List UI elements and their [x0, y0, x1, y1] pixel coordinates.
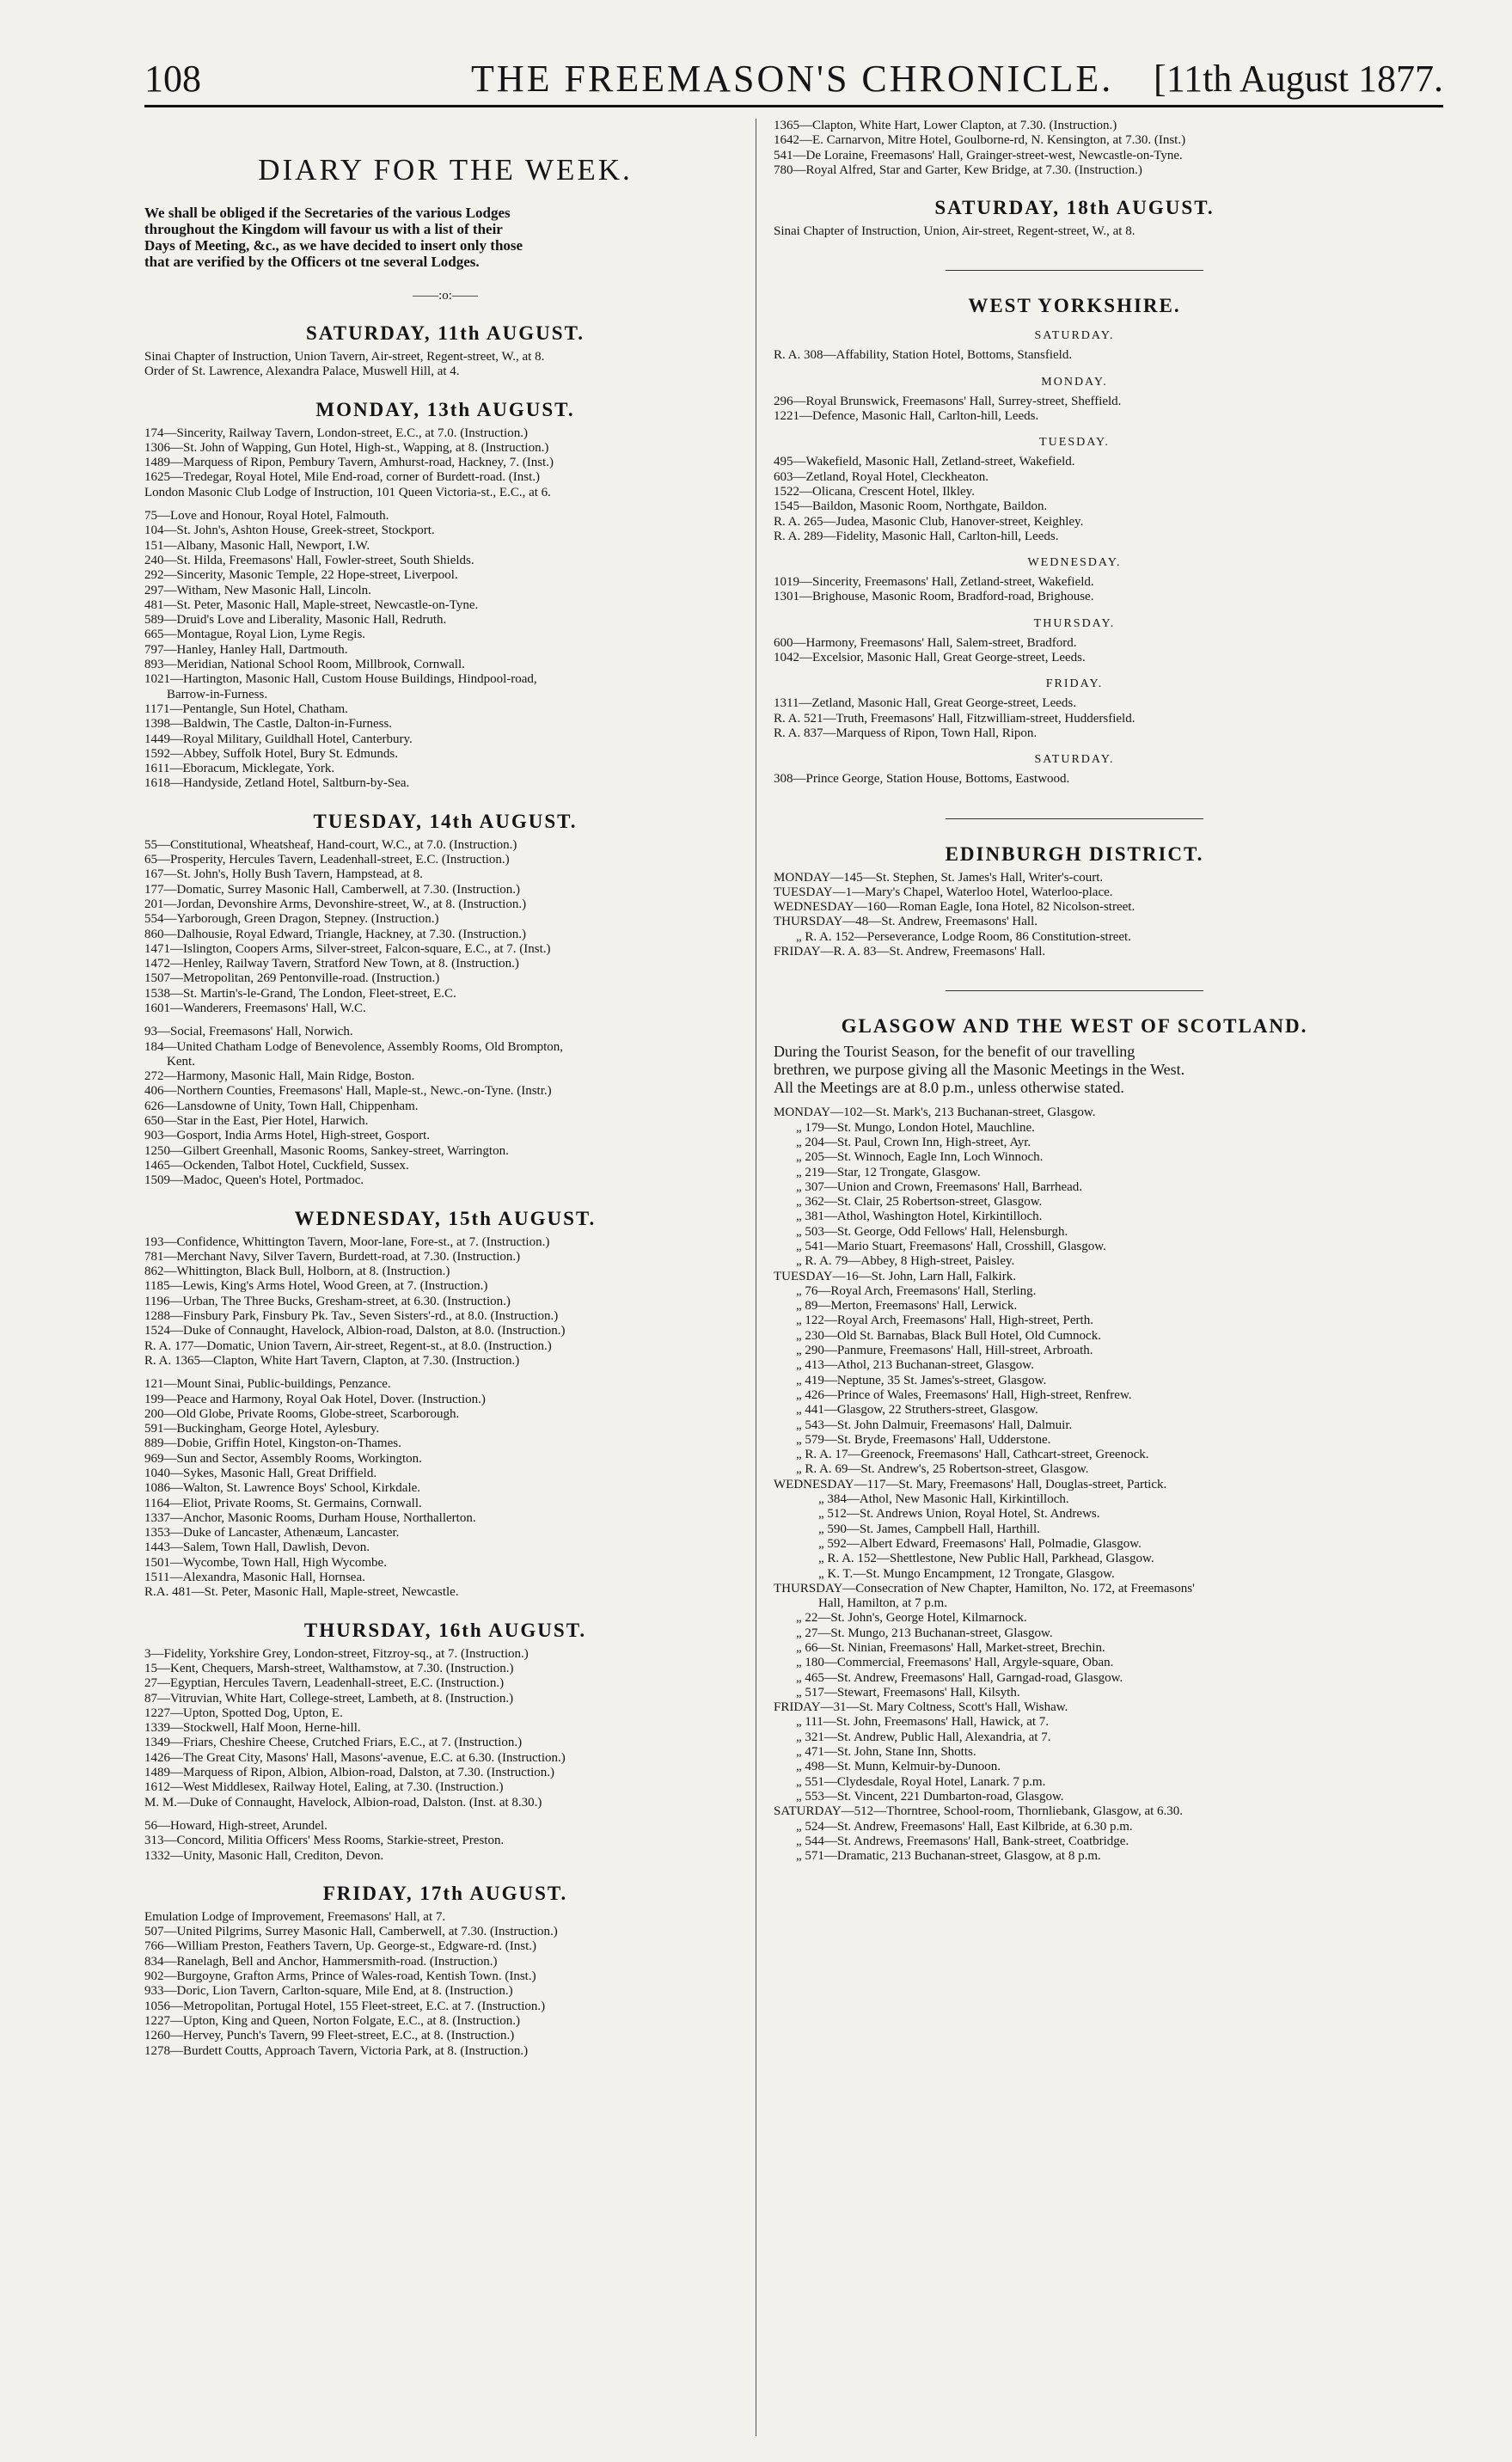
- lodge-entry: 151—Albany, Masonic Hall, Newport, I.W.: [144, 538, 370, 553]
- lodge-entry: 1278—Burdett Coutts, Approach Tavern, Victoria Park, at 8. (Instruction.): [144, 2043, 529, 2058]
- lodge-entry: 591—Buckingham, George Hotel, Aylesbury.: [144, 1422, 380, 1436]
- lodge-entry: 193—Confidence, Whittington Tavern, Moor-lane, Fore-st., at 7. (Instruction.): [144, 1234, 550, 1249]
- lodge-entry: 1538—St. Martin's-le-Grand, The London, Fleet-street, E.C.: [144, 986, 456, 1001]
- lodge-entry: 1353—Duke of Lancaster, Athenæum, Lancaster.: [144, 1526, 400, 1540]
- lodge-entry: 1471—Islington, Coopers Arms, Silver-street, Falcon-square, E.C., at 7. (Inst.): [144, 941, 551, 956]
- lodge-entry: MONDAY—102—St. Mark's, 213 Buchanan-street, Glasgow.: [774, 1105, 1096, 1120]
- lodge-entry: 1545—Baildon, Masonic Room, Northgate, Baildon.: [774, 499, 1048, 514]
- notice-line: We shall be obliged if the Secretaries of the various Lodges: [144, 205, 511, 221]
- day-heading: SATURDAY, 11th AUGUST.: [306, 322, 585, 344]
- lodge-entry: R. A. 308—Affability, Station Hotel, Bottoms, Stansfield.: [774, 348, 1073, 363]
- lodge-entry: „ 503—St. George, Odd Fellows' Hall, Helensburgh.: [796, 1224, 1068, 1239]
- lodge-entry: 507—United Pilgrims, Surrey Masonic Hall, Camberwell, at 7.30. (Instruction.): [144, 1925, 558, 1939]
- lodge-entry: 1332—Unity, Masonic Hall, Crediton, Devon.: [144, 1848, 384, 1863]
- lodge-entry: 1185—Lewis, King's Arms Hotel, Wood Green, at 7. (Instruction.): [144, 1279, 488, 1294]
- lodge-entry: 93—Social, Freemasons' Hall, Norwich.: [144, 1025, 353, 1039]
- lodge-entry: 1021—Hartington, Masonic Hall, Custom House Buildings, Hindpool-road,: [144, 672, 537, 687]
- columns: [144, 119, 1443, 2436]
- lodge-entry: WEDNESDAY—160—Roman Eagle, Iona Hotel, 82 Nicolson-street.: [774, 900, 1136, 915]
- day-heading: MONDAY, 13th AUGUST.: [315, 398, 575, 420]
- lodge-entry: FRIDAY—R. A. 83—St. Andrew, Freemasons' Hall.: [774, 945, 1046, 959]
- lodge-entry: 55—Constitutional, Wheatsheaf, Hand-court, W.C., at 7.0. (Instruction.): [144, 837, 517, 852]
- lodge-entry: 969—Sun and Sector, Assembly Rooms, Workington.: [144, 1451, 422, 1466]
- lodge-entry: 1250—Gilbert Greenhall, Masonic Rooms, Sankey-street, Warrington.: [144, 1143, 509, 1158]
- issue-date: [11th August 1877.: [1154, 58, 1443, 100]
- lodge-entry: Barrow-in-Furness.: [167, 687, 268, 701]
- day-subheading: FRIDAY.: [1045, 677, 1104, 691]
- lodge-entry: „ R. A. 152—Shettlestone, New Public Hall, Parkhead, Glasgow.: [818, 1552, 1154, 1566]
- lodge-entry: 1472—Henley, Railway Tavern, Stratford New Town, at 8. (Instruction.): [144, 957, 519, 971]
- day-subheading: WEDNESDAY.: [1027, 556, 1122, 570]
- lodge-entry: 1311—Zetland, Masonic Hall, Great George-street, Leeds.: [774, 696, 1076, 711]
- lodge-entry: 1227—Upton, King and Queen, Norton Folgate, E.C., at 8. (Instruction.): [144, 2013, 521, 2028]
- lodge-entry: „ 553—St. Vincent, 221 Dumbarton-road, Glasgow.: [796, 1789, 1064, 1804]
- lodge-entry: 1398—Baldwin, The Castle, Dalton-in-Furness.: [144, 717, 393, 732]
- lodge-entry: R. A. 521—Truth, Freemasons' Hall, Fitzwilliam-street, Huddersfield.: [774, 711, 1136, 726]
- lodge-entry: „ 544—St. Andrews, Freemasons' Hall, Bank-street, Coatbridge.: [796, 1834, 1129, 1848]
- publication-title: THE FREEMASON'S CHRONICLE.: [471, 58, 1114, 100]
- day-subheading: SATURDAY.: [1034, 753, 1115, 767]
- lodge-entry: London Masonic Club Lodge of Instruction, 101 Queen Victoria-st., E.C., at 6.: [144, 485, 551, 499]
- group-gap: [144, 1810, 746, 1819]
- lodge-entry: „ 384—Athol, New Masonic Hall, Kirkintilloch.: [818, 1492, 1069, 1507]
- lodge-entry: 104—St. John's, Ashton House, Greek-street, Stockport.: [144, 524, 435, 538]
- lodge-entry: 292—Sincerity, Masonic Temple, 22 Hope-street, Liverpool.: [144, 568, 458, 583]
- lodge-entry: SATURDAY—512—Thorntree, School-room, Thornliebank, Glasgow, at 6.30.: [774, 1804, 1184, 1819]
- lodge-entry: „ 89—Merton, Freemasons' Hall, Lerwick.: [796, 1299, 1018, 1314]
- lodge-entry: „ 111—St. John, Freemasons' Hall, Hawick, at 7.: [796, 1715, 1050, 1730]
- lodge-entry: 1227—Upton, Spotted Dog, Upton, E.: [144, 1706, 343, 1720]
- lodge-entry: 1489—Marquess of Ripon, Albion, Albion-road, Dalston, at 7.30. (Instruction.): [144, 1766, 555, 1780]
- lodge-entry: „ 204—St. Paul, Crown Inn, High-street, Ayr.: [796, 1135, 1031, 1149]
- lodge-entry: „ 219—Star, 12 Trongate, Glasgow.: [796, 1165, 981, 1179]
- group-gap: [144, 500, 746, 509]
- masthead: [144, 52, 1443, 107]
- lodge-entry: „ 441—Glasgow, 22 Struthers-street, Glasgow.: [796, 1403, 1038, 1418]
- lodge-entry: TUESDAY—1—Mary's Chapel, Waterloo Hotel, Waterloo-place.: [774, 885, 1113, 899]
- lodge-entry: 1618—Handyside, Zetland Hotel, Saltburn-by-Sea.: [144, 776, 410, 791]
- lodge-entry: 167—St. John's, Holly Bush Tavern, Hampstead, at 8.: [144, 867, 423, 882]
- lodge-entry: „ 592—Albert Edward, Freemasons' Hall, Polmadie, Glasgow.: [818, 1536, 1142, 1551]
- lodge-entry: 199—Peace and Harmony, Royal Oak Hotel, Dover. (Instruction.): [144, 1392, 486, 1406]
- glasgow-intro: [774, 1043, 1375, 1097]
- lodge-entry: 1040—Sykes, Masonic Hall, Great Driffield.: [144, 1467, 377, 1480]
- lodge-entry: WEDNESDAY—117—St. Mary, Freemasons' Hall, Douglas-street, Partick.: [774, 1477, 1167, 1491]
- edinburgh-heading: EDINBURGH DISTRICT.: [945, 842, 1204, 865]
- lodge-entry: 1288—Finsbury Park, Finsbury Pk. Tav., Seven Sisters'-rd., at 8.0. (Instruction.): [144, 1309, 559, 1324]
- lodge-entry: R. A. 177—Domatic, Union Tavern, Air-street, Regent-st., at 8.0. (Instruction.): [144, 1338, 552, 1353]
- lodge-entry: 174—Sincerity, Railway Tavern, London-street, E.C., at 7.0. (Instruction.): [144, 426, 528, 440]
- lodge-entry: THURSDAY—Consecration of New Chapter, Hamilton, No. 172, at Freemasons': [774, 1581, 1195, 1595]
- lodge-entry: Sinai Chapter of Instruction, Union, Air-street, Regent-street, W., at 8.: [774, 224, 1136, 239]
- lodge-entry: „ 180—Commercial, Freemasons' Hall, Argyle-square, Oban.: [796, 1656, 1114, 1670]
- day-subheading: THURSDAY.: [1033, 616, 1116, 630]
- diary-heading: DIARY FOR THE WEEK.: [258, 153, 633, 187]
- lodge-entry: „ 307—Union and Crown, Freemasons' Hall, Barrhead.: [796, 1179, 1083, 1194]
- glasgow-heading: GLASGOW AND THE WEST OF SCOTLAND.: [841, 1015, 1308, 1038]
- lodge-entry: „ 66—St. Ninian, Freemasons' Hall, Market-street, Brechin.: [796, 1641, 1105, 1655]
- lodge-entry: R. A. 289—Fidelity, Masonic Hall, Carlton-hill, Leeds.: [774, 529, 1059, 543]
- lodge-entry: „ 543—St. John Dalmuir, Freemasons' Hall, Dalmuir.: [796, 1418, 1073, 1432]
- lodge-entry: 297—Witham, New Masonic Hall, Lincoln.: [144, 583, 371, 597]
- lodge-entry: 1365—Clapton, White Hart, Lower Clapton, at 7.30. (Instruction.): [774, 119, 1117, 132]
- lodge-entry: „ 571—Dramatic, 213 Buchanan-street, Glasgow, at 8 p.m.: [796, 1849, 1101, 1864]
- lodge-entry: „ R. A. 152—Perseverance, Lodge Room, 86 Constitution-street.: [796, 929, 1131, 944]
- lodge-entry: 889—Dobie, Griffin Hotel, Kingston-on-Thames.: [144, 1436, 401, 1451]
- lodge-entry: Kent.: [167, 1054, 195, 1069]
- day-heading: THURSDAY, 16th AUGUST.: [303, 1619, 587, 1641]
- lodge-entry: 272—Harmony, Masonic Hall, Main Ridge, Boston.: [144, 1069, 415, 1084]
- lodge-entry: 1524—Duke of Connaught, Havelock, Albion-road, Dalston, at 8.0. (Instruction.): [144, 1324, 566, 1338]
- lodge-entry: 27—Egyptian, Hercules Tavern, Leadenhall-street, E.C. (Instruction.): [144, 1676, 505, 1691]
- lodge-entry: „ 426—Prince of Wales, Freemasons' Hall, High-street, Renfrew.: [796, 1387, 1132, 1402]
- notice-line: that are verified by the Officers ot tne several Lodges.: [144, 254, 480, 270]
- lodge-entry: 1625—Tredegar, Royal Hotel, Mile End-road, corner of Burdett-road. (Inst.): [144, 470, 540, 485]
- lodge-entry: „ 517—Stewart, Freemasons' Hall, Kilsyth.: [796, 1685, 1020, 1700]
- lodge-entry: „ 381—Athol, Washington Hotel, Kirkintilloch.: [796, 1210, 1043, 1224]
- lodge-entry: 1501—Wycombe, Town Hall, High Wycombe.: [144, 1555, 387, 1570]
- lodge-entry: 406—Northern Counties, Freemasons' Hall, Maple-st., Newc.-on-Tyne. (Instr.): [144, 1084, 552, 1099]
- lodge-entry: 665—Montague, Royal Lion, Lyme Regis.: [144, 628, 366, 642]
- lodge-entry: 495—Wakefield, Masonic Hall, Zetland-street, Wakefield.: [774, 455, 1075, 469]
- left-day-sections: [144, 322, 746, 2059]
- lodge-entry: 1489—Marquess of Ripon, Pembury Tavern, Amhurst-road, Hackney, 7. (Inst.): [144, 456, 554, 470]
- lodge-entry: 780—Royal Alfred, Star and Garter, Kew Bridge, at 7.30. (Instruction.): [774, 162, 1142, 177]
- lodge-entry: 65—Prosperity, Hercules Tavern, Leadenhall-street, E.C. (Instruction.): [144, 853, 510, 867]
- glasgow-listings: [774, 1105, 1375, 1864]
- lodge-entry: 1592—Abbey, Suffolk Hotel, Bury St. Edmunds.: [144, 746, 398, 761]
- lodge-entry: FRIDAY—31—St. Mary Coltness, Scott's Hall, Wishaw.: [774, 1700, 1068, 1715]
- lodge-entry: Hall, Hamilton, at 7 p.m.: [818, 1596, 947, 1611]
- lodge-entry: 902—Burgoyne, Grafton Arms, Prince of Wales-road, Kentish Town. (Inst.): [144, 1969, 536, 1984]
- lodge-entry: „ R. A. 17—Greenock, Freemasons' Hall, Cathcart-street, Greenock.: [796, 1448, 1149, 1462]
- lodge-entry: 1522—Olicana, Crescent Hotel, Ilkley.: [774, 484, 975, 499]
- lodge-entry: R. A. 265—Judea, Masonic Club, Hanover-street, Keighley.: [774, 514, 1084, 529]
- lodge-entry: 121—Mount Sinai, Public-buildings, Penzance.: [144, 1377, 391, 1392]
- lodge-entry: 1086—Walton, St. Lawrence Boys' School, Kirkdale.: [144, 1481, 421, 1496]
- lodge-entry: „ 230—Old St. Barnabas, Black Bull Hotel, Old Cumnock.: [796, 1328, 1101, 1343]
- lodge-entry: 1443—Salem, Town Hall, Dawlish, Devon.: [144, 1540, 370, 1555]
- lodge-entry: 313—Concord, Militia Officers' Mess Rooms, Starkie-street, Preston.: [144, 1834, 505, 1848]
- lodge-entry: 1301—Brighouse, Masonic Room, Bradford-road, Brighouse.: [774, 590, 1094, 604]
- lodge-entry: 1260—Hervey, Punch's Tavern, 99 Fleet-street, E.C., at 8. (Instruction.): [144, 2029, 515, 2043]
- right-column: [774, 119, 1375, 1864]
- day-subheading: MONDAY.: [1041, 375, 1108, 389]
- lodge-entry: 1196—Urban, The Three Bucks, Gresham-street, at 6.30. (Instruction.): [144, 1294, 511, 1308]
- lodge-entry: 308—Prince George, Station House, Bottoms, Eastwood.: [774, 772, 1070, 787]
- notice-line: Days of Meeting, &c., as we have decided to insert only those: [144, 237, 523, 254]
- lodge-entry: 1171—Pentangle, Sun Hotel, Chatham.: [144, 701, 348, 716]
- lodge-entry: 1465—Ockenden, Talbot Hotel, Cuckfield, Sussex.: [144, 1158, 409, 1173]
- lodge-entry: 1019—Sincerity, Freemasons' Hall, Zetland-street, Wakefield.: [774, 575, 1094, 590]
- lodge-entry: 600—Harmony, Freemasons' Hall, Salem-street, Bradford.: [774, 635, 1077, 650]
- group-gap: [144, 1016, 746, 1025]
- lodge-entry: 481—St. Peter, Masonic Hall, Maple-street, Newcastle-on-Tyne.: [144, 597, 479, 612]
- lodge-entry: R. A. 1365—Clapton, White Hart Tavern, Clapton, at 7.30. (Instruction.): [144, 1353, 520, 1368]
- lodge-entry: „ 321—St. Andrew, Public Hall, Alexandria, at 7.: [796, 1730, 1051, 1744]
- lodge-entry: „ 579—St. Bryde, Freemasons' Hall, Udderstone.: [796, 1432, 1051, 1447]
- lodge-entry: 797—Hanley, Hanley Hall, Dartmouth.: [144, 642, 348, 657]
- intro-line: During the Tourist Season, for the benefit of our travelling: [774, 1043, 1136, 1061]
- lodge-entry: „ 524—St. Andrew, Freemasons' Hall, East Kilbride, at 6.30 p.m.: [796, 1819, 1133, 1834]
- lodge-entry: THURSDAY—48—St. Andrew, Freemasons' Hall.: [774, 915, 1038, 929]
- diary-notice: [144, 205, 746, 270]
- lodge-entry: 1449—Royal Military, Guildhall Hotel, Canterbury.: [144, 732, 413, 746]
- lodge-entry: MONDAY—145—St. Stephen, St. James's Hall, Writer's-court.: [774, 870, 1104, 885]
- lodge-entry: 903—Gosport, India Arms Hotel, High-street, Gosport.: [144, 1129, 431, 1143]
- lodge-entry: 933—Doric, Lion Tavern, Carlton-square, Mile End, at 8. (Instruction.): [144, 1984, 513, 1999]
- lodge-entry: 541—De Loraine, Freemasons' Hall, Grainger-street-west, Newcastle-on-Tyne.: [774, 148, 1183, 162]
- lodge-entry: R.A. 481—St. Peter, Masonic Hall, Maple-street, Newcastle.: [144, 1585, 459, 1600]
- lodge-entry: 1337—Anchor, Masonic Rooms, Durham House, Northallerton.: [144, 1510, 476, 1525]
- lodge-entry: „ 76—Royal Arch, Freemasons' Hall, Sterling.: [796, 1283, 1037, 1298]
- lodge-entry: 1042—Excelsior, Masonic Hall, Great George-street, Leeds.: [774, 651, 1086, 665]
- lodge-entry: „ R. A. 69—St. Andrew's, 25 Robertson-street, Glasgow.: [796, 1462, 1089, 1477]
- lodge-entry: „ K. T.—St. Mungo Encampment, 12 Trongate, Glasgow.: [818, 1566, 1115, 1581]
- lodge-entry: „ 179—St. Mungo, London Hotel, Mauchline.: [796, 1120, 1035, 1135]
- west-yorkshire-listings: [774, 329, 1375, 787]
- lodge-entry: 56—Howard, High-street, Arundel.: [144, 1818, 327, 1833]
- saturday-18-listings: [774, 224, 1375, 239]
- lodge-entry: 1306—St. John of Wapping, Gun Hotel, High-st., Wapping, at 8. (Instruction.): [144, 440, 549, 455]
- edinburgh-listings: [774, 871, 1375, 960]
- lodge-entry: 781—Merchant Navy, Silver Tavern, Burdett-road, at 7.30. (Instruction.): [144, 1249, 521, 1264]
- lodge-entry: „ 27—St. Mungo, 213 Buchanan-street, Glasgow.: [796, 1626, 1053, 1640]
- group-gap: [144, 1369, 746, 1377]
- notice-line: throughout the Kingdom will favour us with a list of their: [144, 221, 503, 237]
- lodge-entry: Sinai Chapter of Instruction, Union Tavern, Air-street, Regent-street, W., at 8.: [144, 350, 545, 364]
- lodge-entry: 650—Star in the East, Pier Hotel, Harwich.: [144, 1114, 369, 1129]
- lodge-entry: 296—Royal Brunswick, Freemasons' Hall, Surrey-street, Sheffield.: [774, 394, 1122, 408]
- day-heading: FRIDAY, 17th AUGUST.: [322, 1882, 568, 1904]
- lodge-entry: „ 498—St. Munn, Kelmuir-by-Dunoon.: [796, 1760, 1001, 1774]
- saturday-18-heading: SATURDAY, 18th AUGUST.: [934, 197, 1215, 219]
- intro-line: brethren, we purpose giving all the Masonic Meetings in the West.: [774, 1061, 1185, 1079]
- intro-line: All the Meetings are at 8.0 p.m., unless otherwise stated.: [774, 1079, 1124, 1097]
- lodge-entry: 1507—Metropolitan, 269 Pentonville-road. (Instruction.): [144, 971, 440, 986]
- lodge-entry: 1056—Metropolitan, Portugal Hotel, 155 Fleet-street, E.C. at 7. (Instruction.): [144, 1999, 546, 2013]
- lodge-entry: 893—Meridian, National School Room, Millbrook, Cornwall.: [144, 658, 465, 672]
- lodge-entry: 766—William Preston, Feathers Tavern, Up. George-st., Edgware-rd. (Inst.): [144, 1939, 537, 1954]
- lodge-entry: „ 471—St. John, Stane Inn, Shotts.: [796, 1745, 976, 1760]
- lodge-entry: „ 551—Clydesdale, Royal Hotel, Lanark. 7 p.m.: [796, 1774, 1046, 1789]
- day-subheading: TUESDAY.: [1039, 436, 1110, 450]
- day-heading: WEDNESDAY, 15th AUGUST.: [294, 1207, 597, 1229]
- lodge-entry: „ 419—Neptune, 35 St. James's-street, Glasgow.: [796, 1373, 1047, 1387]
- lodge-entry: 184—United Chatham Lodge of Benevolence, Assembly Rooms, Old Brompton,: [144, 1039, 564, 1054]
- lodge-entry: 75—Love and Honour, Royal Hotel, Falmouth.: [144, 509, 389, 524]
- west-yorkshire-heading: WEST YORKSHIRE.: [968, 295, 1181, 317]
- lodge-entry: 1642—E. Carnarvon, Mitre Hotel, Goulborne-rd, N. Kensington, at 7.30. (Inst.): [774, 133, 1186, 148]
- lodge-entry: 862—Whittington, Black Bull, Holborn, at 8. (Instruction.): [144, 1265, 450, 1279]
- lodge-entry: 554—Yarborough, Green Dragon, Stepney. (Instruction.): [144, 912, 439, 927]
- lodge-entry: Emulation Lodge of Improvement, Freemasons' Hall, at 7.: [144, 1909, 446, 1924]
- lodge-entry: 1612—West Middlesex, Railway Hotel, Ealing, at 7.30. (Instruction.): [144, 1780, 504, 1795]
- lodge-entry: „ 362—St. Clair, 25 Robertson-street, Glasgow.: [796, 1195, 1043, 1210]
- lodge-entry: 1509—Madoc, Queen's Hotel, Portmadoc.: [144, 1173, 364, 1188]
- lodge-entry: „ 22—St. John's, George Hotel, Kilmarnock.: [796, 1611, 1027, 1626]
- lodge-entry: 1426—The Great City, Masons' Hall, Masons'-avenue, E.C. at 6.30. (Instruction.): [144, 1750, 566, 1765]
- page-number: 108: [144, 58, 201, 100]
- lodge-entry: 1601—Wanderers, Freemasons' Hall, W.C.: [144, 1001, 366, 1015]
- day-subheading: SATURDAY.: [1034, 329, 1115, 343]
- left-column: [144, 119, 746, 2059]
- lodge-entry: „ 290—Panmure, Freemasons' Hall, Hill-street, Arbroath.: [796, 1344, 1093, 1358]
- lodge-entry: 603—Zetland, Royal Hotel, Cleckheaton.: [774, 469, 989, 484]
- lodge-entry: 834—Ranelagh, Bell and Anchor, Hammersmith-road. (Instruction.): [144, 1954, 498, 1969]
- lodge-entry: „ 465—St. Andrew, Freemasons' Hall, Garngad-road, Glasgow.: [796, 1670, 1123, 1685]
- lodge-entry: 3—Fidelity, Yorkshire Grey, London-street, Fitzroy-sq., at 7. (Instruction.): [144, 1646, 529, 1661]
- lodge-entry: „ 512—St. Andrews Union, Royal Hotel, St. Andrews.: [818, 1507, 1100, 1522]
- lodge-entry: „ R. A. 79—Abbey, 8 High-street, Paisley.: [796, 1254, 1015, 1269]
- lodge-entry: TUESDAY—16—St. John, Larn Hall, Falkirk.: [774, 1269, 1016, 1283]
- lodge-entry: „ 541—Mario Stuart, Freemasons' Hall, Crosshill, Glasgow.: [796, 1239, 1106, 1253]
- lodge-entry: „ 413—Athol, 213 Buchanan-street, Glasgow.: [796, 1358, 1034, 1373]
- lodge-entry: 626—Lansdowne of Unity, Town Hall, Chippenham.: [144, 1099, 419, 1113]
- lodge-entry: 201—Jordan, Devonshire Arms, Devonshire-street, W., at 8. (Instruction.): [144, 897, 527, 911]
- lodge-entry: 240—St. Hilda, Freemasons' Hall, Fowler-street, South Shields.: [144, 553, 474, 567]
- day-heading: TUESDAY, 14th AUGUST.: [313, 810, 578, 832]
- ornament: ——:o:——: [413, 289, 478, 303]
- lodge-entry: 87—Vitruvian, White Hart, College-street, Lambeth, at 8. (Instruction.): [144, 1691, 514, 1706]
- lodge-entry: 1164—Eliot, Private Rooms, St. Germains, Cornwall.: [144, 1496, 422, 1510]
- continued-listings: [774, 119, 1375, 178]
- lodge-entry: 589—Druid's Love and Liberality, Masonic Hall, Redruth.: [144, 613, 447, 628]
- lodge-entry: 177—Domatic, Surrey Masonic Hall, Camberwell, at 7.30. (Instruction.): [144, 882, 520, 897]
- lodge-entry: M. M.—Duke of Connaught, Havelock, Albion-road, Dalston. (Inst. at 8.30.): [144, 1795, 542, 1810]
- lodge-entry: 860—Dalhousie, Royal Edward, Triangle, Hackney, at 7.30. (Instruction.): [144, 927, 526, 941]
- section-rule: [946, 990, 1203, 991]
- section-rule: [946, 818, 1203, 819]
- lodge-entry: „ 590—St. James, Campbell Hall, Harthill.: [818, 1522, 1040, 1536]
- lodge-entry: 200—Old Globe, Private Rooms, Globe-street, Scarborough.: [144, 1406, 460, 1421]
- lodge-entry: 1339—Stockwell, Half Moon, Herne-hill.: [144, 1721, 361, 1736]
- lodge-entry: Order of St. Lawrence, Alexandra Palace, Muswell Hill, at 4.: [144, 364, 460, 379]
- lodge-entry: 1511—Alexandra, Masonic Hall, Hornsea.: [144, 1571, 365, 1585]
- lodge-entry: 15—Kent, Chequers, Marsh-street, Walthamstow, at 7.30. (Instruction.): [144, 1661, 514, 1675]
- lodge-entry: „ 122—Royal Arch, Freemasons' Hall, High-street, Perth.: [796, 1314, 1093, 1328]
- lodge-entry: 1221—Defence, Masonic Hall, Carlton-hill, Leeds.: [774, 409, 1039, 424]
- section-rule: [946, 270, 1203, 271]
- lodge-entry: R. A. 837—Marquess of Ripon, Town Hall, Ripon.: [774, 726, 1038, 740]
- lodge-entry: 1611—Eboracum, Micklegate, York.: [144, 762, 335, 776]
- lodge-entry: 1349—Friars, Cheshire Cheese, Crutched Friars, E.C., at 7. (Instruction.): [144, 1736, 523, 1750]
- lodge-entry: „ 205—St. Winnoch, Eagle Inn, Loch Winnoch.: [796, 1150, 1044, 1165]
